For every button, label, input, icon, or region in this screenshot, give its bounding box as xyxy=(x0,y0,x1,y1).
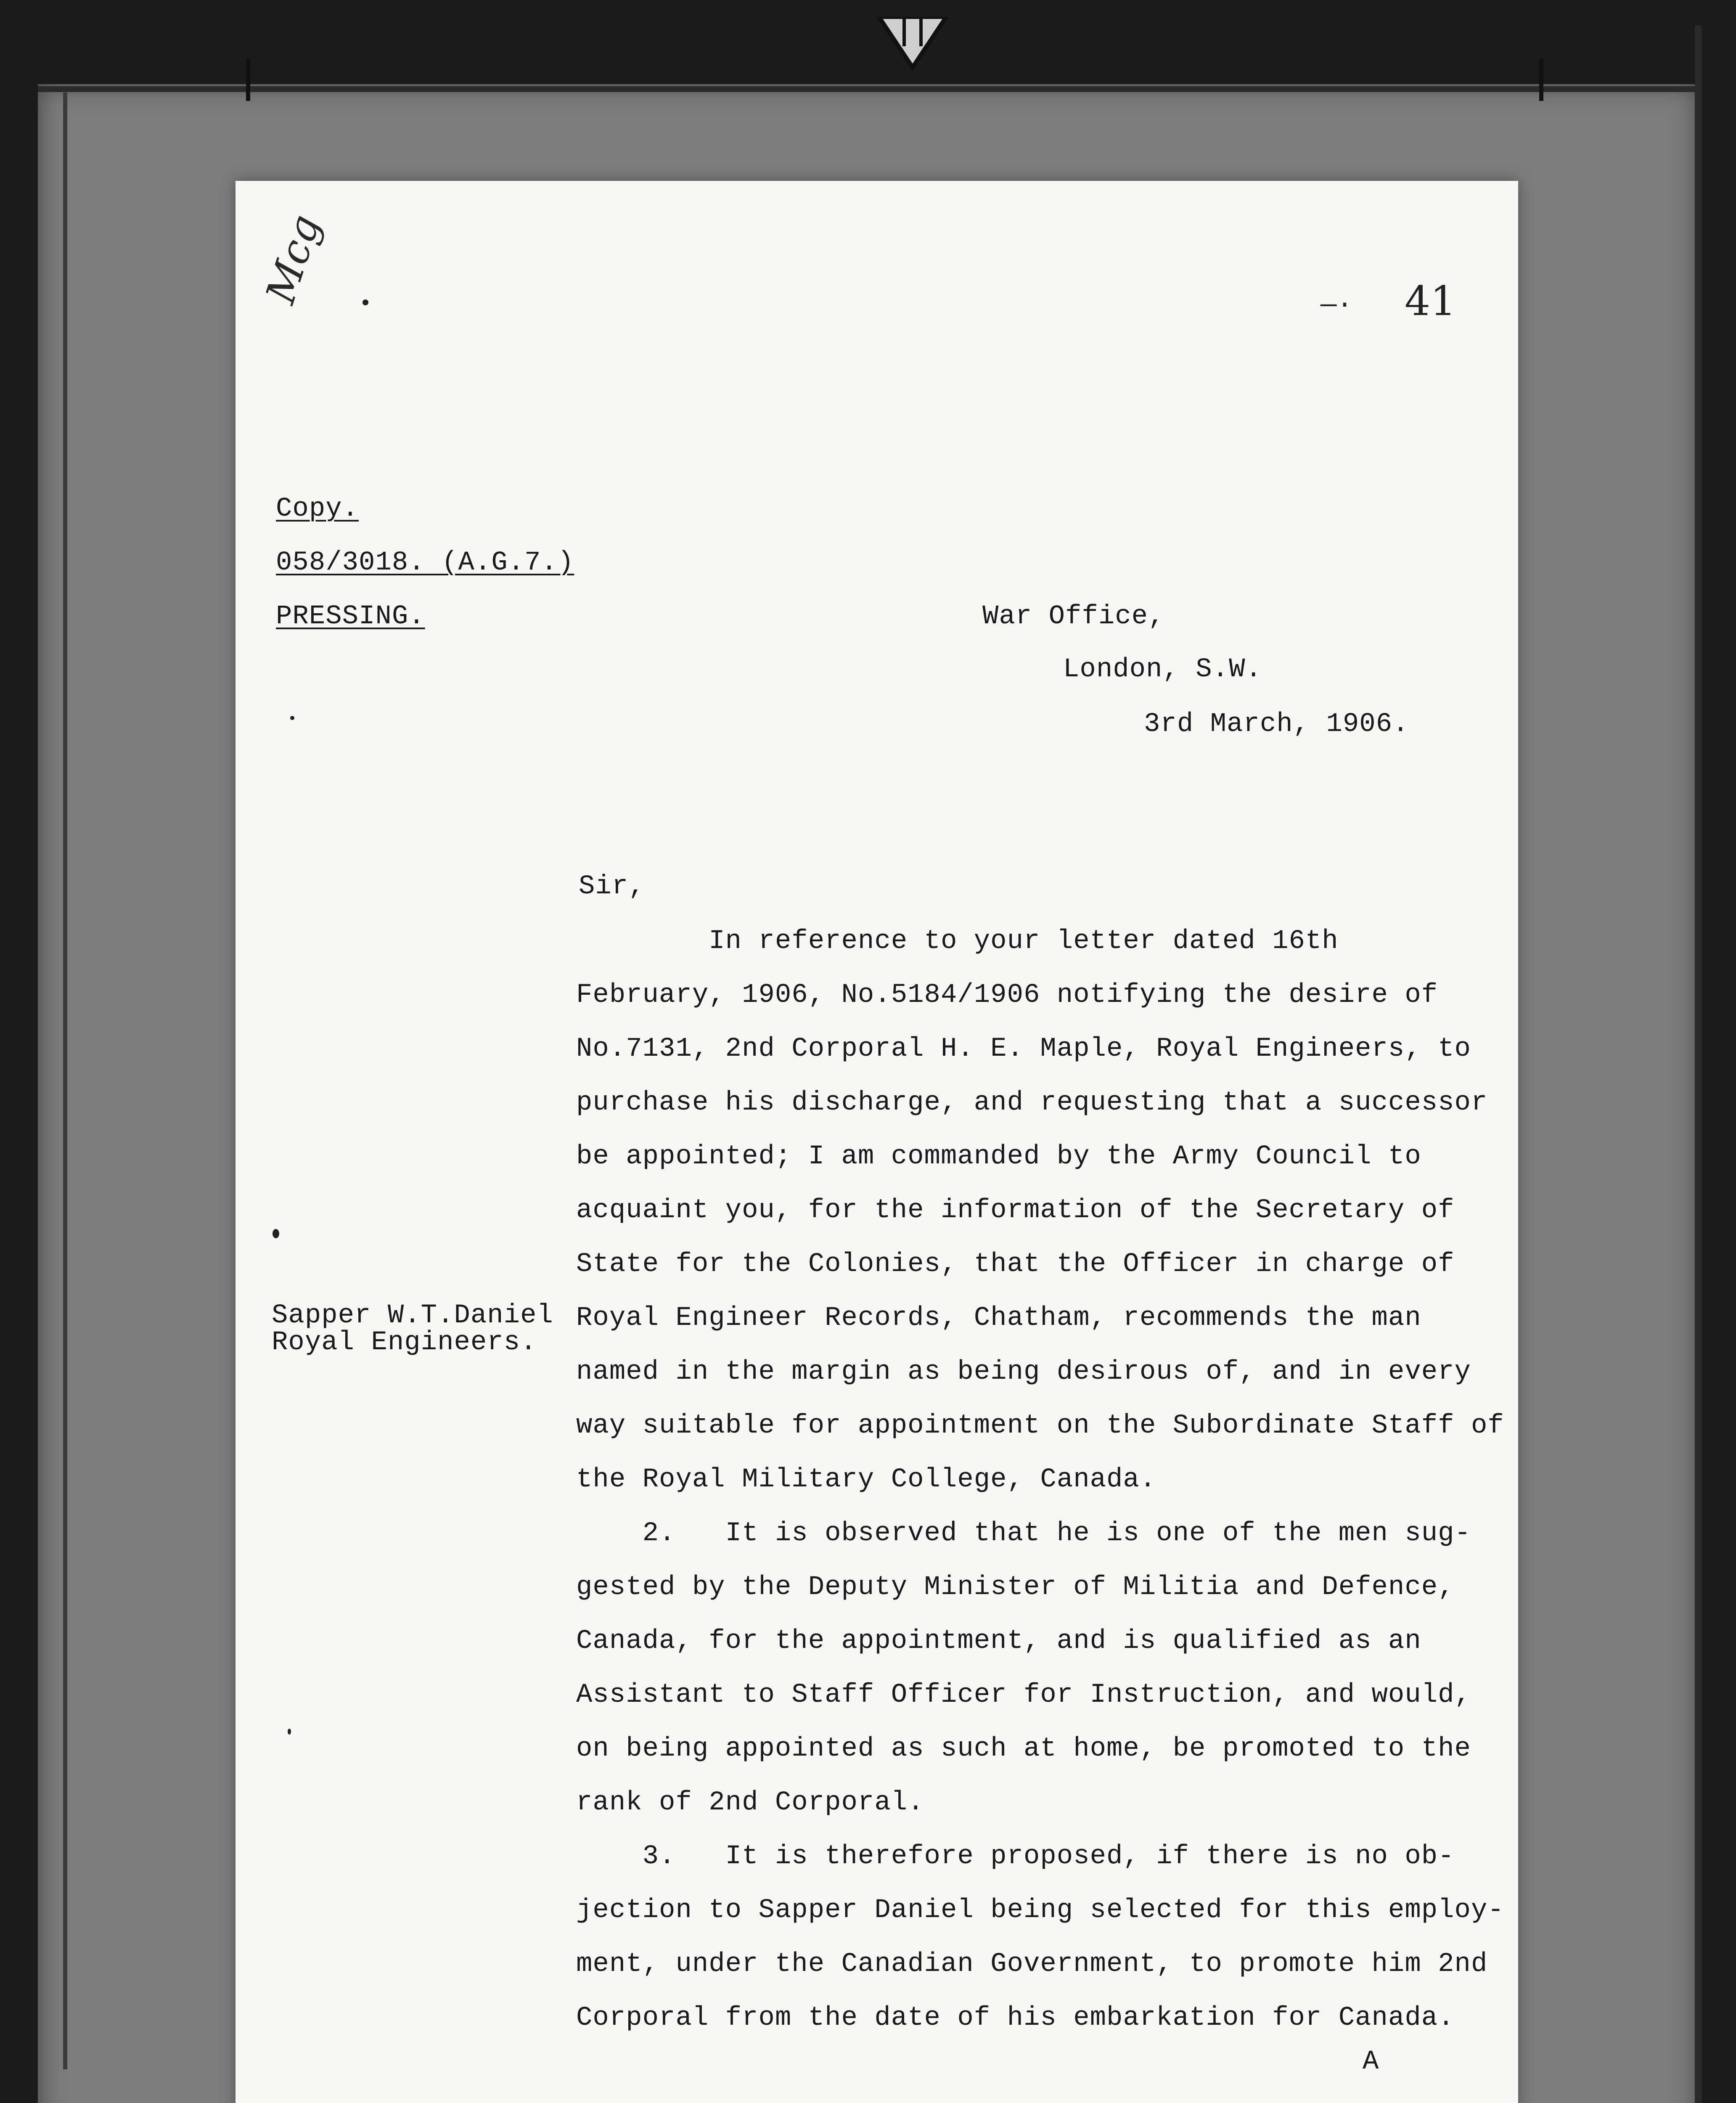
frame-border-left xyxy=(63,93,67,2069)
body-line: gested by the Deputy Minister of Militia and Defence, xyxy=(576,1572,1455,1602)
body-line: named in the margin as being desirous of, and in every xyxy=(576,1357,1471,1387)
salutation: Sir, xyxy=(579,871,645,902)
body-line: No.7131, 2nd Corporal H. E. Maple, Royal Engineers, to xyxy=(576,1034,1471,1064)
page-number: 41 xyxy=(1405,278,1456,325)
letter-date: 3rd March, 1906. xyxy=(1144,709,1409,739)
ink-speck xyxy=(290,716,294,720)
margin-note-line-1: Sapper W.T.Daniel xyxy=(272,1300,553,1331)
pressing-label: PRESSING. xyxy=(276,601,425,632)
body-line: Assistant to Staff Officer for Instruction, and would, xyxy=(576,1680,1471,1710)
address-line-2: London, S.W. xyxy=(1063,654,1262,685)
frame-tick-right xyxy=(1539,59,1543,101)
body-line: ment, under the Canadian Government, to promote him 2nd xyxy=(576,1949,1488,1979)
body-line: be appointed; I am commanded by the Army Council to xyxy=(576,1142,1421,1172)
body-line: Corporal from the date of his embarkation for Canada. xyxy=(576,2003,1455,2033)
body-line: purchase his discharge, and requesting that a successor xyxy=(576,1088,1488,1118)
body-line: 2. It is observed that he is one of the men sug- xyxy=(576,1518,1471,1549)
handwritten-initials: Mcg xyxy=(257,209,330,309)
body-line: on being appointed as such at home, be promoted to the xyxy=(576,1734,1471,1764)
body-line: 3. It is therefore proposed, if there is no ob- xyxy=(576,1841,1455,1872)
body-line: State for the Colonies, that the Officer in charge of xyxy=(576,1249,1455,1279)
frame-border-top xyxy=(38,86,1699,92)
body-line: way suitable for appointment on the Subordinate Staff of xyxy=(576,1411,1504,1441)
ink-speck xyxy=(273,1229,279,1238)
margin-note-line-2: Royal Engineers. xyxy=(272,1327,537,1358)
body-line: Royal Engineer Records, Chatham, recommends the man xyxy=(576,1303,1421,1333)
frame-tick-left xyxy=(246,59,250,101)
frame-border-right xyxy=(1695,25,1702,2103)
file-reference: 058/3018. (A.G.7.) xyxy=(276,548,574,578)
body-line: In reference to your letter dated 16th xyxy=(576,926,1339,956)
copy-label: Copy. xyxy=(276,494,359,524)
body-line: Canada, for the appointment, and is qualified as an xyxy=(576,1626,1421,1656)
body-line: rank of 2nd Corporal. xyxy=(576,1788,924,1818)
ink-speck xyxy=(288,1729,291,1735)
body-line: jection to Sapper Daniel being selected for this employ- xyxy=(576,1895,1504,1926)
frame-notch-icon xyxy=(875,17,950,72)
page-number-mark: —· xyxy=(1321,290,1353,320)
body-line: the Royal Military College, Canada. xyxy=(576,1465,1156,1495)
continuation-mark: A xyxy=(1363,2047,1379,2077)
ink-speck xyxy=(363,299,368,305)
address-line-1: War Office, xyxy=(982,601,1165,632)
body-line: acquaint you, for the information of the Secretary of xyxy=(576,1195,1455,1226)
body-line: February, 1906, No.5184/1906 notifying the desire of xyxy=(576,980,1438,1010)
